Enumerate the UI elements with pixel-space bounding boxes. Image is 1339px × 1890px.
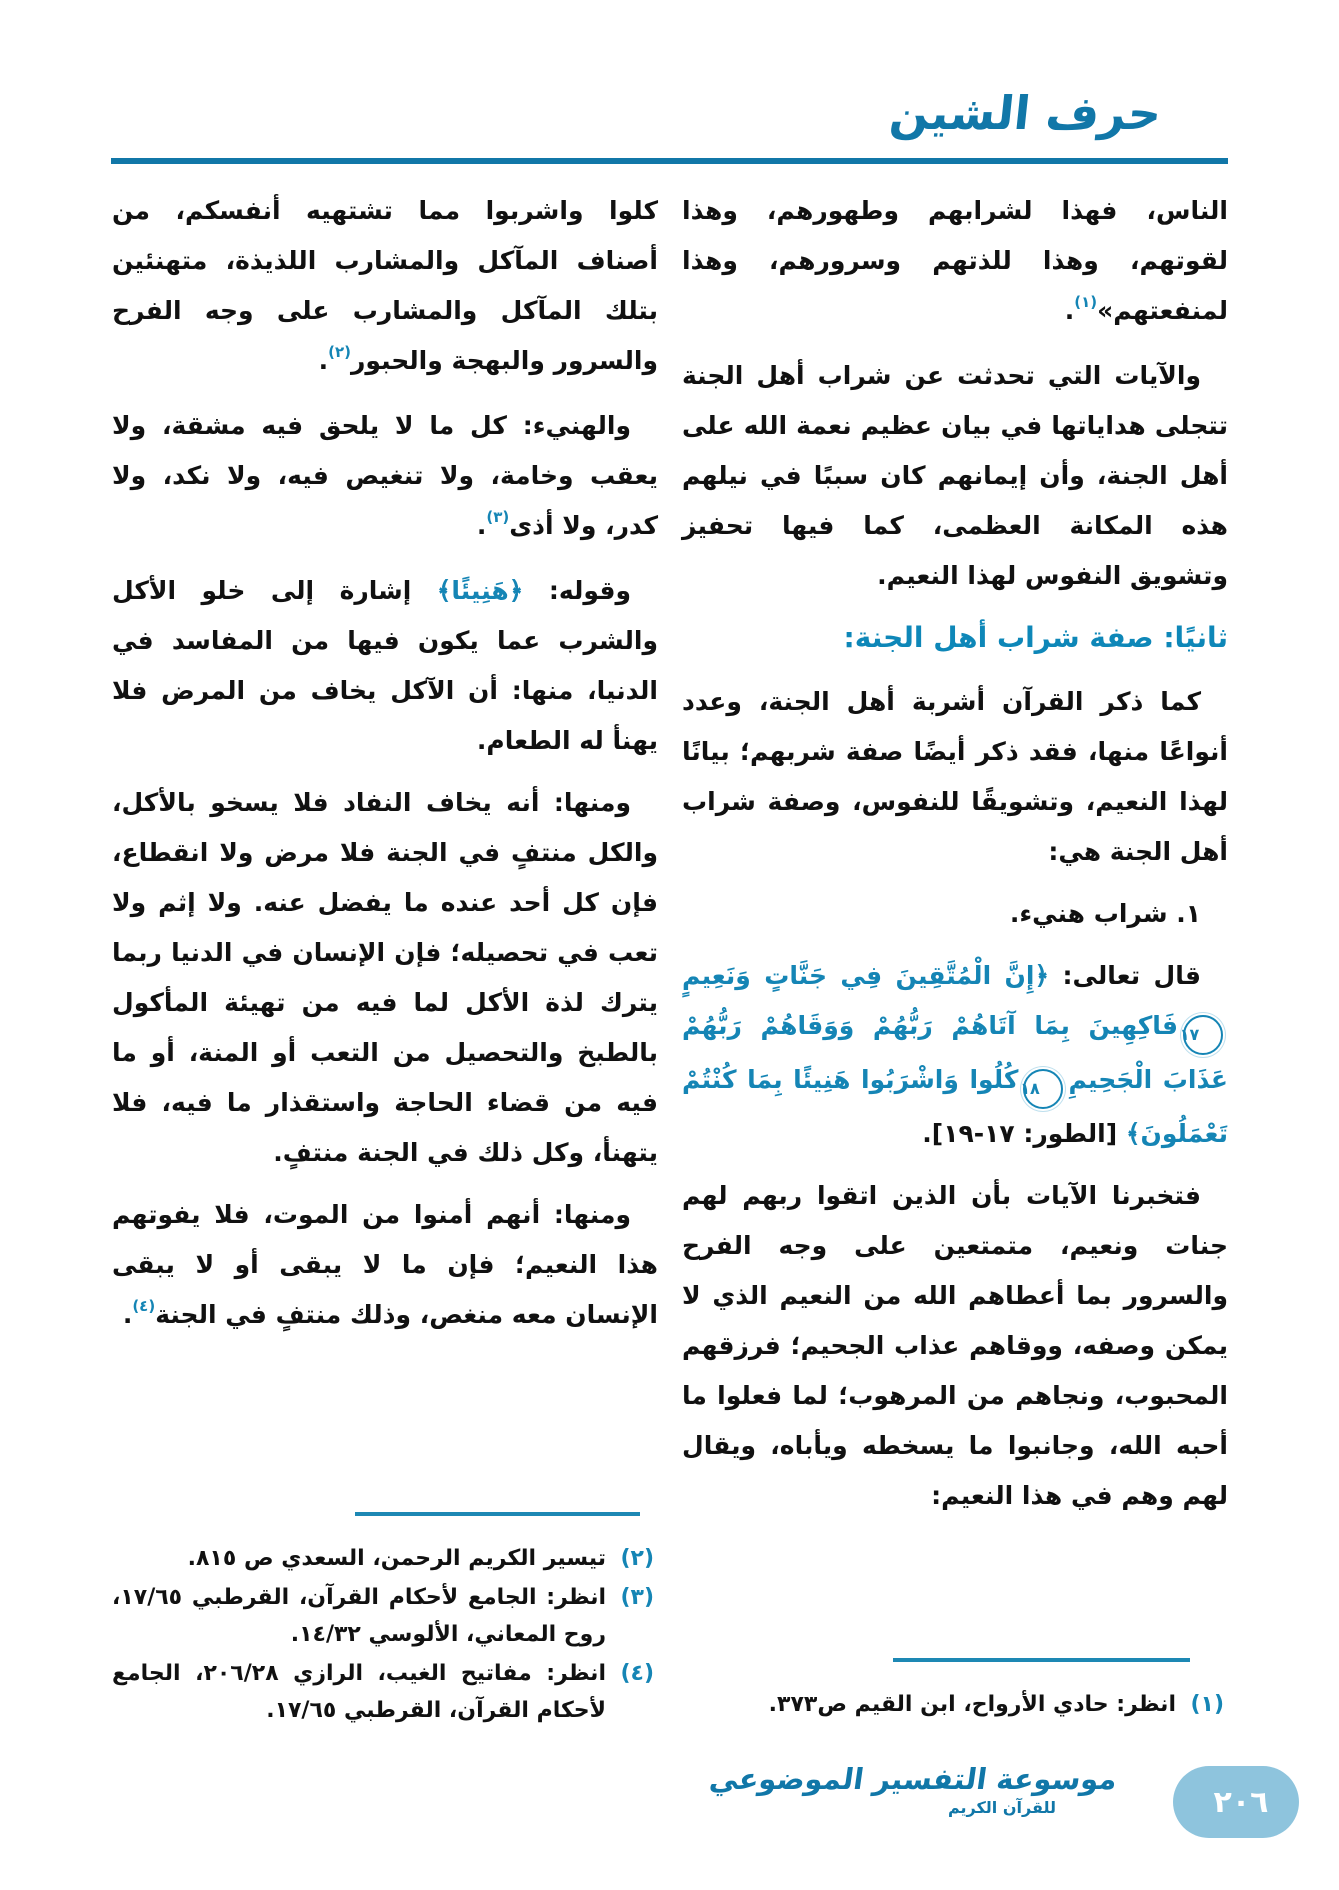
paragraph-text: الناس، فهذا لشرابهم وطهورهم، وهذا لقوتهم، وهذا للذتهم وسرورهم، وهذا لمنفعتهم» [682, 196, 1228, 325]
footnote-marker: (١) [1190, 1692, 1224, 1717]
page-number-badge [1173, 1766, 1299, 1838]
paragraph-text: . [1064, 296, 1075, 325]
footnote [682, 1686, 1228, 1723]
paragraph-text: . [318, 346, 329, 375]
paragraph-text: . [122, 1300, 133, 1329]
quran-verse-text: فَاكِهِينَ بِمَا آتَاهُمْ رَبُّهُمْ وَوَقَاهُمْ رَبُّهُمْ عَذَابَ الْجَحِيمِ [682, 1011, 1229, 1094]
quran-open-bracket: ﴿ [1034, 961, 1050, 990]
page-number: ٢٠٦ [1213, 1784, 1269, 1820]
footnote-ref-1: (١) [1074, 293, 1098, 311]
footnote [112, 1655, 658, 1729]
paragraph-text: كلوا واشربوا مما تشتهيه أنفسكم، من أصناف المآكل والمشارب اللذيذة، متهنئين بتلك المآكل والمشارب على وجه الفرح والسرور والبهجة والحبور [112, 196, 658, 375]
paragraph-text: وقوله: [523, 576, 631, 605]
paragraph: كما ذكر القرآن أشربة أهل الجنة، وعدد أنواعًا منها، فقد ذكر أيضًا صفة شربهم؛ بيانًا لهذا النعيم، وتشويقًا للنفوس، وصفة شراب أهل الجنة هي: [682, 687, 1228, 866]
paragraph-continuation [682, 186, 1228, 339]
footnote-ref-3: (٣) [486, 508, 510, 526]
footnote-text: تيسير الكريم الرحمن، السعدي ص ٨١٥. [187, 1546, 606, 1571]
paragraph-text: إشارة إلى خلو الأكل والشرب عما يكون فيها من المفاسد في الدنيا، منها: أن الآكل يخاف من المرض فلا يهنأ له الطعام. [112, 576, 658, 755]
ayah-number-18: ١٨ [1023, 1069, 1063, 1109]
footnote-marker: (٣) [620, 1585, 654, 1610]
footnotes-right [682, 1686, 1228, 1725]
footnotes-left [112, 1540, 658, 1731]
verse-paragraph [682, 951, 1228, 1159]
quran-close-bracket: ﴾ [1125, 1119, 1141, 1148]
footnote-ref-2: (٢) [328, 343, 351, 361]
paragraph-text: . [476, 511, 487, 540]
section-heading: ثانيًا: صفة شراب أهل الجنة: [843, 621, 1228, 654]
right-column [682, 186, 1228, 1533]
paragraph-continuation [112, 186, 658, 389]
publisher-logo [707, 1762, 1120, 1817]
verse-reference: [الطور: ١٧-١٩]. [922, 1119, 1126, 1148]
inline-quran-word: ﴿هَنِيئًا﴾ [436, 576, 524, 605]
header-divider-line [111, 158, 1228, 164]
paragraph: فتخبرنا الآيات بأن الذين اتقوا ربهم لهم جنات ونعيم، متمتعين على وجه الفرح والسرور بما أعطاهم الله من النعيم الذي لا يمكن وصفه، ووقاهم عذاب الجحيم؛ فرزقهم المحبوب، ونجاهم من المرهوب؛ لما فعلوا ما أحبه الله، وجانبوا ما يسخطه ويأباه، ويقال لهم وهم في هذا النعيم: [682, 1181, 1228, 1510]
footnote-divider-left [355, 1512, 640, 1516]
quran-verse-text: كُلُوا وَاشْرَبُوا هَنِيئًا بِمَا كُنْتُمْ تَعْمَلُونَ [682, 1065, 1228, 1148]
logo-subtitle: للقرآن الكريم [947, 1798, 1057, 1817]
verse-intro: قال تعالى: [1049, 961, 1201, 990]
ayah-number-17: ١٧ [1183, 1015, 1223, 1055]
paragraph [112, 566, 658, 766]
footnote-divider-right [893, 1658, 1190, 1662]
footnote-text: انظر: مفاتيح الغيب، الرازي ٢٠٦/٢٨، الجامع لأحكام القرآن، القرطبي ١٧/٦٥. [112, 1661, 606, 1723]
paragraph [112, 401, 658, 554]
footnote-marker: (٤) [620, 1661, 654, 1686]
footnote-marker: (٢) [620, 1546, 654, 1571]
paragraph-text: ومنها: أنهم أمنوا من الموت، فلا يفوتهم هذا النعيم؛ فإن ما لا يبقى أو لا يبقى الإنسان معه منغص، وذلك منتفٍ في الجنة [112, 1200, 658, 1329]
footnote-ref-4: (٤) [132, 1297, 156, 1315]
footnote [112, 1540, 658, 1577]
logo-title: موسوعة التفسير الموضوعي [707, 1762, 1120, 1796]
paragraph: ومنها: أنه يخاف النفاد فلا يسخو بالأكل، والكل منتفٍ في الجنة فلا مرض ولا انقطاع، فإن كل أحد عنده ما يفضل عنه. ولا إثم ولا تعب في تحصيله؛ فإن الإنسان في الدنيا ربما يترك لذة الأكل لما فيه من تهيئة المأكول بالطبخ والتحصيل من التعب أو المنة، أو ما فيه من قضاء الحاجة واستقذار ما فيه، فلا يتهنأ، وكل ذلك في الجنة منتفٍ. [112, 788, 658, 1167]
paragraph-text: والهنيء: كل ما لا يلحق فيه مشقة، ولا يعقب وخامة، ولا تنغيص فيه، ولا نكد، ولا كدر، ولا أذى [112, 411, 658, 540]
footnote [112, 1579, 658, 1653]
quran-verse-text: إِنَّ الْمُتَّقِينَ فِي جَنَّاتٍ وَنَعِيمٍ [682, 961, 1035, 990]
footnote-text: انظر: الجامع لأحكام القرآن، القرطبي ١٧/٦٥، روح المعاني، الألوسي ١٤/٣٢. [112, 1585, 606, 1647]
left-column [112, 186, 658, 1355]
paragraph: والآيات التي تحدثت عن شراب أهل الجنة تتجلى هداياتها في بيان عظيم نعمة الله على أهل الجنة، وأن إيمانهم كان سببًا في نيلهم هذه المكانة العظمى، كما فيها تحفيز وتشويق النفوس لهذا النعيم. [682, 361, 1228, 590]
numbered-list-item: ١. شراب هنيء. [1009, 899, 1201, 928]
paragraph [112, 1190, 658, 1343]
footnote-text: انظر: حادي الأرواح، ابن القيم ص٣٧٣. [768, 1692, 1176, 1717]
chapter-title: حرف الشين [886, 86, 1164, 140]
